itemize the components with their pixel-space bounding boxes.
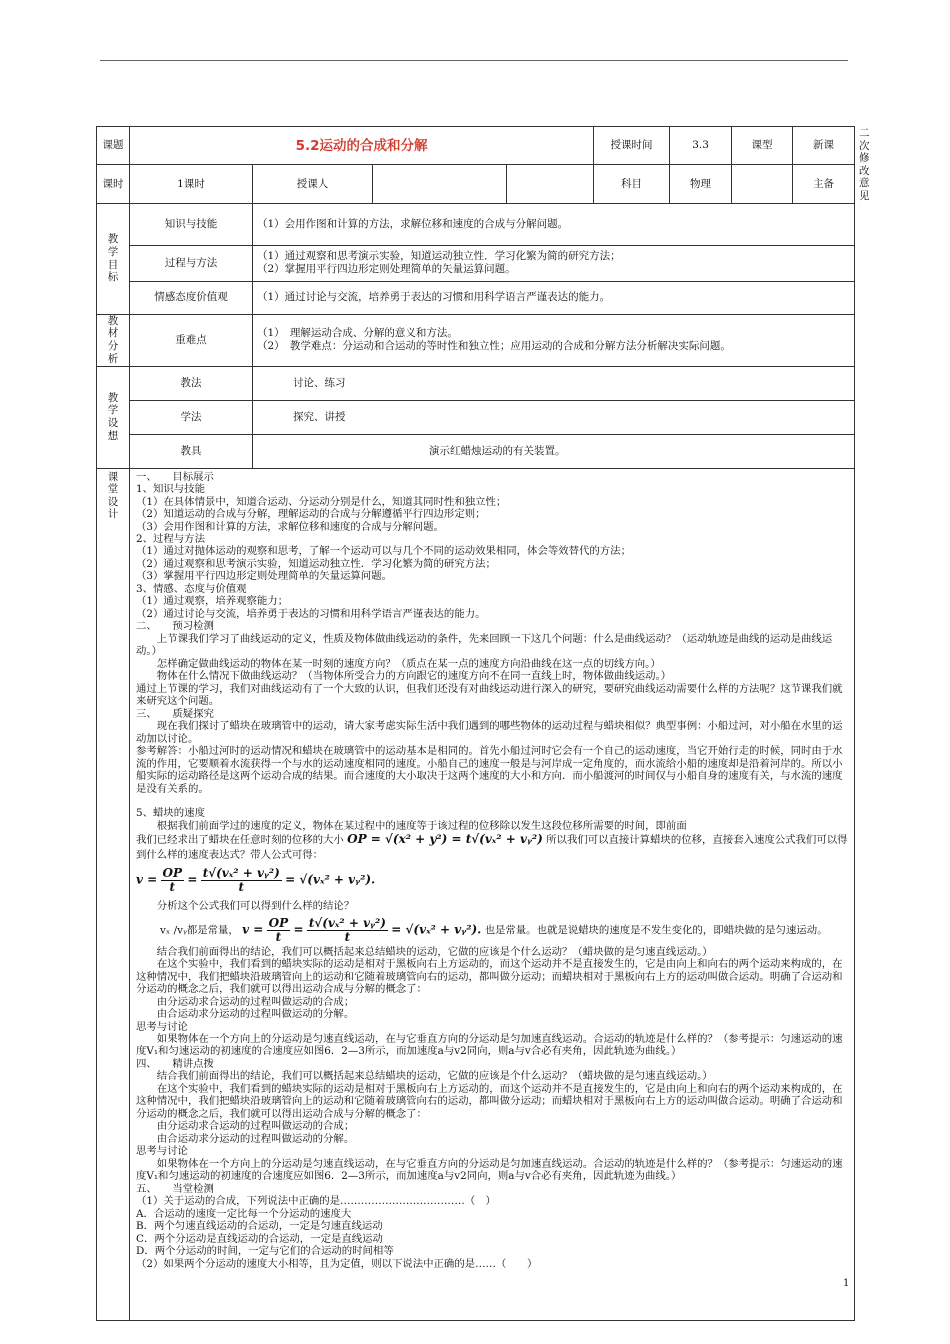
paragraph: 结合我们前面得出的结论，我们可以概括起来总结蜡块的运动，它做的应该是个什么运动？（蜡块做的是匀速直线运动。） bbox=[156, 1070, 713, 1083]
label-lead: 主备 bbox=[793, 165, 855, 203]
knowledge-text: （1）会用作图和计算的方法，求解位移和速度的合成与分解问题。 bbox=[253, 203, 855, 245]
paragraph bbox=[136, 832, 850, 863]
question: （1）关于运动的合成，下列说法中正确的是………………………………（ ） bbox=[136, 1195, 496, 1208]
label-learning: 学法 bbox=[130, 400, 253, 434]
formula-eq: = bbox=[293, 922, 304, 937]
paragraph: 结合我们前面得出的结论，我们可以概括起来总结蜡块的运动，它做的应该是个什么运动？（蜡块做的是匀速直线运动。） bbox=[156, 945, 713, 958]
paragraph: 在这个实验中，我们看到的蜡块实际的运动是相对于黑板向右上方运动的，而这个运动并不是直接发生的，它是由向上和向右的两个运动来构成的，在这种情况中，我们把蜡块沿玻璃管向上的运动和它随着玻璃管向右的运动，都叫做分运动；而蜡块相对于黑板向右上方的运动叫做合运动。明确了合运动和分运动的概念之后，我们就可以得出运动合成与分解的概念了： bbox=[136, 1082, 843, 1120]
displacement-formula: OP = √(x² + y²) = t√(vₓ² + vᵧ²) bbox=[347, 832, 543, 847]
subject: 物理 bbox=[670, 165, 732, 203]
question-option: D．两个分运动的时间，一定与它们的合运动的时间相等 bbox=[136, 1245, 394, 1258]
design-label-text: 教学设想 bbox=[107, 391, 119, 442]
text-line: 2、过程与方法 bbox=[136, 532, 205, 545]
label-design bbox=[97, 366, 130, 468]
label-analysis bbox=[97, 314, 130, 366]
text-span: 所以我们可以直接计算蜡块的位移，直接套入速度公式我们可以得到什么样的速度表达式？带人公式可得： bbox=[136, 834, 848, 862]
class-hours: 1课时 bbox=[130, 165, 253, 203]
teacher-value bbox=[373, 165, 507, 203]
key-line: （2） 教学难点：分运动和合运动的等时性和独立性；应用运动的合成和分解方法分析解决实际问题。 bbox=[257, 340, 731, 353]
paragraph: 参考解答：小船过河时的运动情况和蜡块在玻璃管中的运动基本是相同的。首先小船过河时它会有一个自己的运动速度，当它开始行走的时候，同时由于水流的作用，它要顺着水流获得一个与水的运动速度相同的速度。小船自己的速度一般是与河岸成一定角度的，而水流给小船的速度却是沿着河岸的。所以小船实际的运动路径是这两个运动合成的结果。而合速度的大小取决于这两个速度的大小和方向．而小船渡河的时间仅与小船自身的速度有关，与水流的速度是没有关系的。 bbox=[136, 745, 843, 795]
paragraph: 如果物体在一个方向上的分运动是匀速直线运动，在与它垂直方向的分运动是匀加速直线运动。合运动的轨迹是什么样的？（参考提示：匀速运动的速度V₁和匀速运动的初速度的合速度应如图6．2—3所示，而加速度a与v2同向，则a与v合必有夹角，因此轨迹为曲线。） bbox=[136, 1033, 843, 1058]
paragraph: 由合运动求分运动的过程叫做运动的分解。 bbox=[156, 1008, 355, 1021]
teach-time: 3.3 bbox=[670, 127, 732, 165]
label-key: 重难点 bbox=[130, 314, 253, 366]
question-option: C．两个分运动是直线运动的合运动，一定是直线运动 bbox=[136, 1232, 383, 1245]
text-line: （3）掌握用平行四边形定则处理简单的矢量运算问题。 bbox=[136, 570, 392, 583]
question-option: B．两个匀速直线运动的合运动，一定是匀速直线运动 bbox=[136, 1220, 383, 1233]
label-tools: 教具 bbox=[130, 434, 253, 468]
section-heading: 五、 当堂检测 bbox=[136, 1182, 214, 1195]
text-span: 也是常量。也就是说蜡块的速度是不发生变化的，即蜡块做的是匀速运动。 bbox=[484, 924, 828, 937]
formula-fraction: $\frac{\text{t√(vₓ² + vᵧ²)}}{t}$ bbox=[308, 915, 386, 944]
method-text: 讨论、练习 bbox=[253, 366, 855, 400]
goals-label-text: 教学目标 bbox=[107, 233, 119, 284]
text-line: （1）通过观察，培养观察能力； bbox=[136, 595, 289, 608]
section-heading: 二、 预习检测 bbox=[136, 620, 214, 633]
page-number: 1 bbox=[843, 1278, 850, 1289]
paragraph: 在这个实验中，我们看到的蜡块实际的运动是相对于黑板向右上方运动的，而这个运动并不是直接发生的，它是由向上和向右的两个运动来构成的，在这种情况中，我们把蜡块沿玻璃管向上的运动和它随着玻璃管向右的运动，都叫做分运动；而蜡块相对于黑板向右上方的运动叫做合运动。明确了合运动和分运动的概念之后，我们就可以得出运动合成与分解的概念了： bbox=[136, 958, 843, 996]
attitude-text: （1）通过讨论与交流，培养勇于表达的习惯和用科学语言严谨表达的能力。 bbox=[253, 281, 855, 314]
formula-eq: = bbox=[187, 872, 198, 887]
header-rule bbox=[100, 60, 848, 61]
question: （2）如果两个分运动的速度大小相等，且为定值，则以下说法中正确的是……（ ） bbox=[136, 1257, 538, 1270]
label-class-hours: 课时 bbox=[97, 165, 130, 203]
text-line: （3）会用作图和计算的方法，求解位移和速度的合成与分解问题。 bbox=[136, 520, 444, 533]
formula-fraction: $\frac{OP}{t}$ bbox=[162, 866, 183, 895]
label-method: 教法 bbox=[130, 366, 253, 400]
tools-text: 演示红蜡烛运动的有关装置。 bbox=[253, 434, 855, 468]
text-line: 5、蜡块的速度 bbox=[136, 807, 205, 820]
paragraph: 通过上节课的学习，我们对曲线运动有了一个大致的认识，但我们还没有对曲线运动进行深入的研究，要研究曲线运动需要什么样的方法呢？这节课我们就来研究这个问题。 bbox=[136, 682, 843, 708]
label-attitude: 情感态度价值观 bbox=[130, 281, 253, 314]
label-knowledge: 知识与技能 bbox=[130, 203, 253, 245]
velocity-formula-2 bbox=[136, 917, 850, 944]
course-content bbox=[130, 468, 855, 1320]
key-text bbox=[253, 314, 855, 366]
label-goals bbox=[97, 203, 130, 314]
text-span: 我们已经求出了蜡块在任意时刻的位移的大小 bbox=[136, 834, 344, 847]
process-line: （2）掌握用平行四边形定则处理简单的矢量运算问题。 bbox=[257, 263, 516, 276]
paragraph: 上节课我们学习了曲线运动的定义，性质及物体做曲线运动的条件，先来回顾一下这几个问题：什么是曲线运动？（运动轨迹是曲线的运动是曲线运动。） bbox=[136, 632, 833, 658]
label-teach-time: 授课时间 bbox=[594, 127, 670, 165]
text-line: 思考与讨论 bbox=[136, 1020, 188, 1033]
label-subject: 科目 bbox=[594, 165, 670, 203]
process-text bbox=[253, 245, 855, 281]
text-line: 3、情感、态度与价值观 bbox=[136, 582, 247, 595]
paragraph: 怎样确定做曲线运动的物体在某一时刻的速度方向？（质点在某一点的速度方向沿曲线在这一点的切线方向。） bbox=[156, 657, 661, 670]
spacer bbox=[136, 795, 850, 807]
formula-fraction: $\frac{\text{t√(vₓ² + vᵧ²)}}{t}$ bbox=[202, 866, 280, 895]
velocity-formula bbox=[136, 867, 850, 894]
formula-fraction: $\frac{OP}{t}$ bbox=[268, 915, 289, 944]
question-option: A．合运动的速度一定比每一个分运动的速度大 bbox=[136, 1207, 352, 1220]
text-line: （1）通过对抛体运动的观察和思考，了解一个运动可以与几个不同的运动效果相同，体会等效替代的方法； bbox=[136, 545, 631, 558]
formula-result: = √(vₓ² + vᵧ²). bbox=[285, 872, 376, 887]
paragraph: 物体在什么情况下做曲线运动？（当物体所受合力的方向跟它的速度方向不在同一直线上时，物体做曲线运动。） bbox=[156, 670, 672, 683]
label-course bbox=[97, 468, 130, 1320]
formula-v: v = bbox=[242, 922, 264, 937]
process-line: （1）通过观察和思考演示实验，知道运动独立性．学习化繁为简的研究方法； bbox=[257, 250, 621, 263]
lesson-plan-table: 课题 5.2运动的合成和分解 授课时间 3.3 课型 新课 二次修改意见 课时 1课时 授课人 科目 物理 主备 教学目标 知识与技能 （1）会用作图和计算的方法，求解位移和速度的合成与分解问题。 过程与方法 （1）通过观察和思考演示实验，知道运动独立性．学习化繁为简的研究方法； （2）掌握用平行四边形定则处理简单的矢量运算问题。 情感态度价值观 （1）通过讨论与交流，培养勇于表达的习惯和用科学语言严谨表达的能力。 教材分析 重难点 （1） 理解运动合成、分解的意义和方法。 （2） 教学难点：分运动和合运动的等时性和独立性；应用运动的合成和分解方法分析解决实际问题。 教学设想 教法 讨论、练习 学法 探究、讲授 教具 演示红蜡烛运动的有关装置。 课堂设计 一、 目标展示 1、知识与技能 （1）在具体情景中，知道合运动、分运动分别是什么，知道其同时性和独立性； （2）知道运动的合成与分解，理解运动的合成与分解遵循平行四边形定则； （3）会用作图和计算的方法，求解位移和速度的合成与分解问题。 2、过程与方法 （1）通过对抛体运动的观察和思考，了解一个运动可以与几个不同的运动效果相同，体会等效替代的方法； （2）通过观察和思考演示实验，知道运动独立性．学习化繁为简的研究方法； （3）掌握用平行四边形定则处理简单的矢量运算问题。 3、情感、态度与价值观 （1）通过观察，培养观察能力； （2）通过讨论与交流，培养勇于表达的习惯和用科学语言严谨表达的能力。 二、 预习检测 上节课我们学习了曲线运动的定义，性质及物体做曲线运动的条件，先来回顾一下这几个问题：什么是曲线运动？（运动轨迹是曲线的运动是曲线运动。） 怎样确定做曲线运动的物体在某一时刻的速度方向？（质点在某一点的速度方向沿曲线在这一点的切线方向。） 物体在什么情况下做曲线运动？（当物体所受合力的方向跟它的速度方向不在同一直线上时，物体做曲线运动。） 通过上节课的学习，我们对曲线运动有了一个大致的认识，但我们还没有对曲线运动进行深入的研究，要研究曲线运动需要什么样的方法呢？这节课我们就来研究这个问题。 三、 质疑探究 现在我们探讨了蜡块在玻璃管中的运动，请大家考虑实际生活中我们遇到的哪些物体的运动过程与蜡块相似？典型事例：小船过河，对小船在水里的运动加以讨论。 参考解答：小船过河时的运动情况和蜡块在玻璃管中的运动基本是相同的。首先小船过河时它会有一个自己的运动速度，当它开始行走的时候，同时由于水流的作用，它要顺着水流获得一个与水的运动速度相同的速度。小船自己的速度一般是与河岸成一定角度的，而水流给小船的速度却是沿着河岸的。所以小船实际的运动路径是这两个运动合成的结果。而合速度的大小取决于这两个速度的大小和方向．而小船渡河的时间仅与小船自身的速度有关，与水流的速度是没有关系的。 5、蜡块的速度 根据我们前面学过的速度的定义，物体在某过程中的速度等于该过程的位移除以发生这段位移所需要的时间，即前面 我们已经求出了蜡块在任意时刻的位移的大小 OP = √(x² + y²) = t√(vₓ² + vᵧ²) 所以我们可以直接计算蜡块的位移，直接套入速度公式我们可以得到什么样的速度表达式？带人公式可得： v = $\frac{OP}{t}$ = $\frac{\text{t√(vₓ² + vᵧ²)}}{t}$ = √(vₓ² + vᵧ²). 分析这个公式我们可以得到什么样的结论？ vₓ /vᵧ都是常量， v = $\frac{OP}{t}$ = $\frac{\text{t√(vₓ² + vᵧ²)}}{t}$ = √(vₓ² + vᵧ²). 也是常量。也就是说蜡块的速度是不发生变化的，即蜡块做的是匀速运动。 结合我们前面得出的结论，我们可以概括起来总结蜡块的运动，它做的应该是个什么运动？（蜡块做的是匀速直线运动。） 在这个实验中，我们看到的蜡块实际的运动是相对于黑板向右上方运动的，而这个运动并不是直接发生的，它是由向上和向右的两个运动来构成的，在这种情况中，我们把蜡块沿玻璃管向上的运动和它随着玻璃管向右的运动，都叫做分运动；而蜡块相对于黑板向右上方的运动叫做合运动。明确了合运动和分运动的概念之后，我们就可以得出运动合成与分解的概念了： 由分运动求合运动的过程叫做运动的合成； 由合运动求分运动的过程叫做运动的分解。 思考与讨论 如果物体在一个方向上的分运动是匀速直线运动，在与它垂直方向的分运动是匀加速直线运动。合运动的轨迹是什么样的？（参考提示：匀速运动的速度V₁和匀速运动的初速度的合速度应如图6．2—3所示，而加速度a与v2同向，则a与v合必有夹角，因此轨迹为曲线。） 四、 精讲点拨 结合我们前面得出的结论，我们可以概括起来总结蜡块的运动，它做的应该是个什么运动？（蜡块做的是匀速直线运动。） 在这个实验中，我们看到的蜡块实际的运动是相对于黑板向右上方运动的，而这个运动并不是直接发生的，它是由向上和向右的两个运动来构成的，在这种情况中，我们把蜡块沿玻璃管向上的运动和它随着玻璃管向右的运动，都叫做分运动；而蜡块相对于黑板向右上方的运动叫做合运动。明确了合运动和分运动的概念之后，我们就可以得出运动合成与分解的概念了： 由分运动求合运动的过程叫做运动的合成； 由合运动求分运动的过程叫做运动的分解。 思考与讨论 如果物体在一个方向上的分运动是匀速直线运动，在与它垂直方向的分运动是匀加速直线运动。合运动的轨迹是什么样的？（参考提示：匀速运动的速度V₁和匀速运动的初速度的合速度应如图6．2—3所示，而加速度a与v2同向，则a与v合必有夹角，因此轨迹为曲线。） 五、 当堂检测 （1）关于运动的合成，下列说法中正确的是………………………………（ ） A．合运动的速度一定比每一个分运动的速度大 B．两个匀速直线运动的合运动，一定是匀速直线运动 C．两个分运动是直线运动的合运动，一定是直线运动 D．两个分运动的时间，一定与它们的合运动的时间相等 （2）如果两个分运动的速度大小相等，且为定值，则以下说法中正确的是……（ ） bbox=[96, 126, 855, 1321]
text-line: （1）在具体情景中，知道合运动、分运动分别是什么，知道其同时性和独立性； bbox=[136, 495, 507, 508]
analysis-label-text: 教材分析 bbox=[107, 314, 119, 365]
text-line: （2）通过讨论与交流，培养勇于表达的习惯和用科学语言严谨表达的能力。 bbox=[136, 607, 486, 620]
lesson-type: 新课 bbox=[793, 127, 855, 165]
section-heading: 三、 质疑探究 bbox=[136, 707, 214, 720]
paragraph: 由合运动求分运动的过程叫做运动的分解。 bbox=[156, 1132, 355, 1145]
text-line: 思考与讨论 bbox=[136, 1145, 188, 1158]
label-teacher: 授课人 bbox=[253, 165, 373, 203]
text-line: 1、知识与技能 bbox=[136, 483, 205, 496]
learning-text: 探究、讲授 bbox=[253, 400, 855, 434]
blank-cell bbox=[507, 165, 594, 203]
text-span: vₓ /vᵧ都是常量， bbox=[160, 924, 239, 937]
label-process: 过程与方法 bbox=[130, 245, 253, 281]
paragraph: 由分运动求合运动的过程叫做运动的合成； bbox=[156, 995, 355, 1008]
label-topic: 课题 bbox=[97, 127, 130, 165]
paragraph: 分析这个公式我们可以得到什么样的结论？ bbox=[156, 900, 355, 913]
blank-cell bbox=[732, 165, 793, 203]
paragraph: 根据我们前面学过的速度的定义，物体在某过程中的速度等于该过程的位移除以发生这段位移所需要的时间，即前面 bbox=[156, 819, 687, 832]
section-heading: 四、 精讲点拨 bbox=[136, 1057, 214, 1070]
section-heading: 一、 目标展示 bbox=[136, 470, 214, 483]
lesson-title: 5.2运动的合成和分解 bbox=[130, 127, 594, 165]
key-line: （1） 理解运动合成、分解的意义和方法。 bbox=[257, 327, 458, 340]
text-line: （2）知道运动的合成与分解，理解运动的合成与分解遵循平行四边形定则； bbox=[136, 508, 486, 521]
formula-v: v = bbox=[136, 872, 158, 887]
paragraph: 现在我们探讨了蜡块在玻璃管中的运动，请大家考虑实际生活中我们遇到的哪些物体的运动过程与蜡块相似？典型事例：小船过河，对小船在水里的运动加以讨论。 bbox=[136, 720, 843, 745]
paragraph: 由分运动求合运动的过程叫做运动的合成； bbox=[156, 1120, 355, 1133]
label-lesson-type: 课型 bbox=[732, 127, 793, 165]
paragraph: 如果物体在一个方向上的分运动是匀速直线运动，在与它垂直方向的分运动是匀加速直线运动。合运动的轨迹是什么样的？（参考提示：匀速运动的速度V₁和匀速运动的初速度的合速度应如图6．2—3所示，而加速度a与v2同向，则a与v合必有夹角，因此轨迹为曲线。） bbox=[136, 1157, 843, 1183]
course-label-text: 课堂设计 bbox=[107, 470, 119, 521]
text-line: （2）通过观察和思考演示实验，知道运动独立性．学习化繁为简的研究方法； bbox=[136, 557, 496, 570]
formula-result: = √(vₓ² + vᵧ²). bbox=[391, 922, 482, 937]
